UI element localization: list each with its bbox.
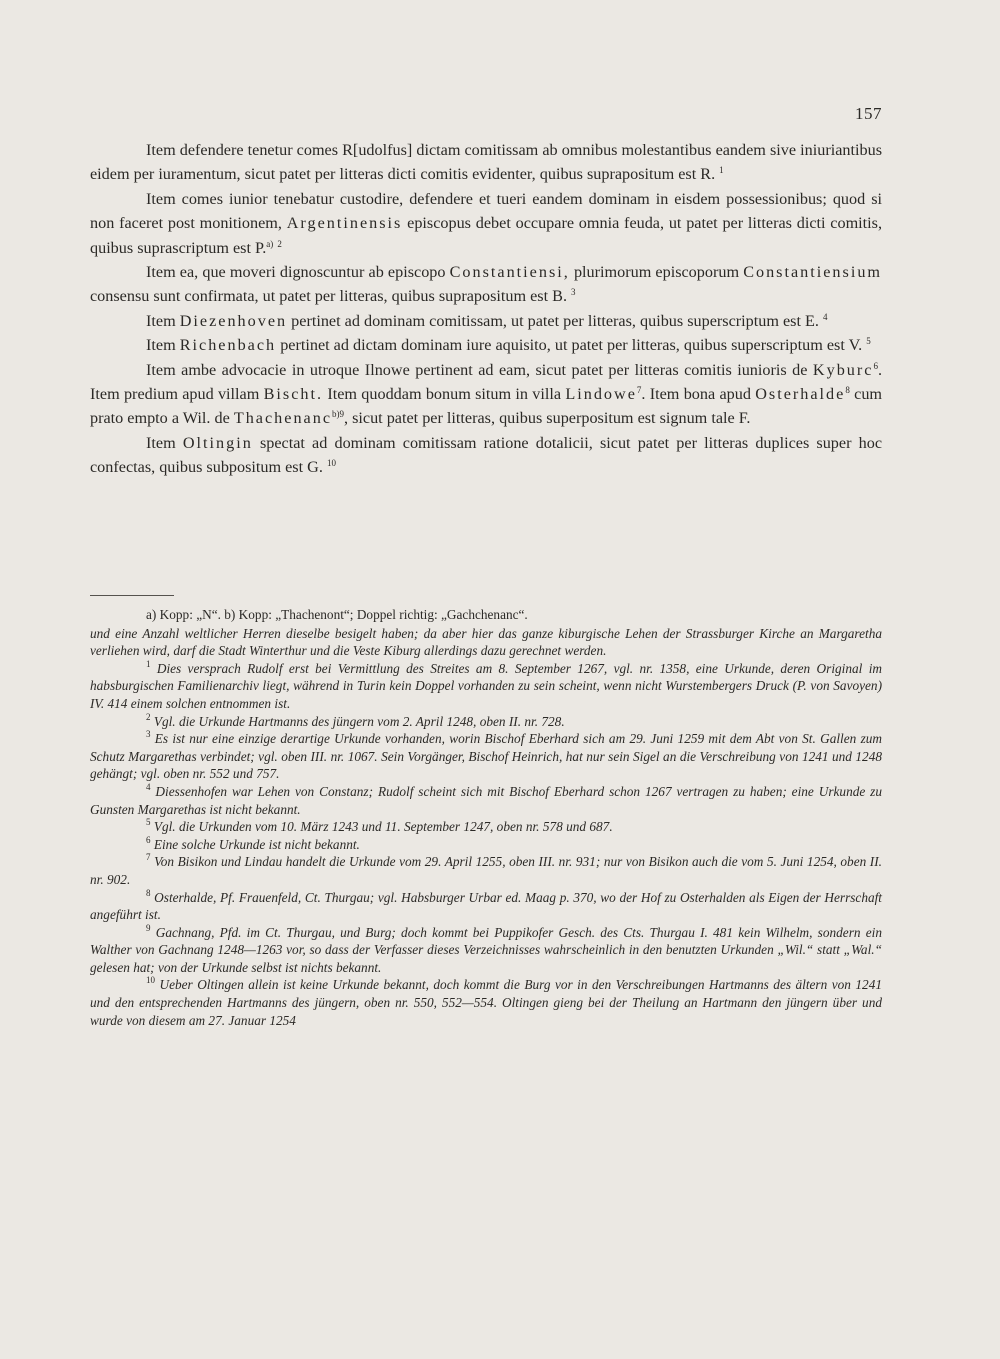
footnotes [90, 606, 882, 1029]
paragraph-1: Item defendere tenetur comes R[udolfus] dictam comitissam ab omnibus molestantibus eandem sive iniuriantibus eidem per iuramentum, sicut patet per litteras dicti comitis evidenter, quibus suprapositum est R. $^1$ [90, 141, 882, 184]
footnote-ref: 4 [823, 311, 828, 322]
place-name: Lindowe [565, 385, 637, 404]
paragraph-4: Item Diezenhoven pertinet ad dominam comitissam, ut patet per litteras, quibus superscriptum est E. $^4$ [146, 311, 828, 330]
footnote: $^2$ Vgl. die Urkunde Hartmanns des jüngern vom 2. April 1248, oben II. nr. 728. [146, 711, 565, 729]
place-name: Constantiensi, [449, 263, 570, 282]
footnote-ref: 6 [873, 360, 878, 371]
footnote-mark: 9 [146, 922, 151, 933]
footnote-ref: 1 [719, 165, 724, 176]
footnote-ref: 5 [866, 336, 871, 347]
main-text [90, 138, 882, 480]
footnote-mark: 10 [146, 975, 155, 986]
footnote: $^9$ Gachnang, Pfd. im Ct. Thurgau, und Burg; doch kommt bei Puppikofer Gesch. des Cts. Thurgau I. 481 kein Wilhelm, sondern ein Walther von Gachnang 1248—1263 vor, so dass der Verfasser dieses Verzeichnisses wahrscheinlich in den benutzten Urkunden „Wil.“ statt „Wal.“ gelesen hat; von der Urkunde selbst ist nichts bekannt. [90, 922, 882, 975]
footnote: $^8$ Osterhalde, Pf. Frauenfeld, Ct. Thurgau; vgl. Habsburger Urbar ed. Maag p. 370, wo der Hof zu Osterhalden als Eigen der Herrschaft angeführt ist. [90, 887, 882, 923]
footnote-divider [90, 595, 174, 596]
paragraph-2: Item comes iunior tenebatur custodire, defendere et tueri eandem dominam in eisdem possessionibus; quod si non faceret post monitionem, Argentinensis episcopus debet occupare omnia feuda, ut patet per litteras dicti comitis, quibus suprascriptum est P.$^{a)}$ $^2$ [90, 189, 883, 257]
page-number: 157 [855, 104, 882, 123]
place-name: Constantiensium [743, 263, 883, 282]
place-name: Bischt. [263, 385, 324, 404]
place-name: Oltingin [182, 433, 253, 452]
place-name: Richenbach [179, 336, 277, 355]
footnote: $^7$ Von Bisikon und Lindau handelt die Urkunde vom 29. April 1255, oben III. nr. 931; nur von Bisikon auch die vom 5. Juni 1254, oben II. nr. 902. [90, 852, 882, 887]
place-name: Thachenanc [233, 409, 332, 428]
footnote: $^1$ Dies versprach Rudolf erst bei Vermittlung des Streites am 8. September 1267, vgl. nr. 1358, eine Urkunde, deren Original im habsburgischen Familienarchiv liegt, während in Turin kein Doppel vorhanden zu sein scheint, wenn nicht Wurstembergers Druck (P. von Savoyen) IV. 414 einem solchen entnommen ist. [90, 658, 882, 711]
place-name: Kyburc [812, 360, 874, 379]
place-name: Osterhalde [755, 385, 846, 404]
footnote: $^4$ Diessenhofen war Lehen von Constanz; Rudolf scheint sich mit Bischof Eberhard schon 1267 vertragen zu haben; eine Urkunde zu Gunsten Margarethas ist nicht bekannt. [90, 781, 883, 817]
critical-apparatus: a) Kopp: „N“. b) Kopp: „Thachenont“; Doppel richtig: „Gachchenanc“. [146, 607, 528, 622]
footnote: $^{10}$ Ueber Oltingen allein ist keine Urkunde bekannt, doch kommt die Burg vor in den Verschreibungen Hartmanns des ältern von 1241 und den entsprechenden Hartmanns des jüngern, oben nr. 550, 552—554. Oltingen gieng bei der Theilung an Hartmann den jüngern über und wurde von diesem am 27. Januar 1254 [90, 975, 882, 1028]
footnote-ref: 2 [277, 238, 282, 249]
footnote: $^6$ Eine solche Urkunde ist nicht bekannt. [146, 834, 360, 852]
place-name: Argentinensis [286, 214, 403, 233]
footnote: $^5$ Vgl. die Urkunden vom 10. März 1243 und 11. September 1247, oben nr. 578 und 687. [146, 817, 613, 835]
footnote-mark: 8 [146, 887, 151, 898]
place-name: Diezenhoven [179, 311, 288, 330]
footnote-mark: 5 [146, 817, 151, 828]
paragraph-5: Item Richenbach pertinet ad dictam dominam iure aquisito, ut patet per litteras, quibus superscriptum est V. $^5$ [146, 336, 871, 355]
footnote-mark: 3 [146, 729, 151, 740]
footnote-mark: 6 [146, 834, 151, 845]
footnote-mark: 4 [146, 781, 151, 792]
footnote-mark: 2 [146, 711, 151, 722]
critical-note-ref: a) [266, 238, 274, 249]
footnote-ref: 3 [571, 287, 576, 298]
footnote-mark: 1 [146, 658, 151, 669]
footnote-mark: 7 [146, 852, 151, 863]
footnote-ref: 8 [845, 385, 850, 396]
paragraph-6: Item ambe advocacie in utroque Ilnowe pertinent ad eam, sicut patet per litteras comitis iunioris de Kyburc$^6$. Item predium apud villam Bischt. Item quoddam bonum situm in villa Lindowe$^7$. Item bona apud Osterhalde$^8$ cum prato empto a Wil. de Thachenanc$^{b)9}$, sicut patet per litteras, quibus superpositum est signum tale F. [90, 360, 883, 428]
footnote-continuation: und eine Anzahl weltlicher Herren dieselbe besigelt haben; da aber hier das ganze kiburgische Lehen der Strassburger Kirche an Margaretha verliehen wird, darf die Stadt Winterthur und die Veste Kiburg allerdings dazu gerechnet werden. [90, 625, 882, 659]
paragraph-7: Item Oltingin spectat ad dominam comitissam ratione dotalicii, sicut patet per litteras duplices super hoc confectas, quibus subpositum est G. $^{10}$ [90, 433, 883, 477]
footnote: $^3$ Es ist nur eine einzige derartige Urkunde vorhanden, worin Bischof Eberhard sich am 29. Juni 1259 mit dem Abt von St. Gallen zum Schutz Margarethas verbindet; vgl. oben III. nr. 1067. Sein Vorgänger, Bischof Heinrich, hat nur sein Sigel an die Verschreibung von 1241 und 1248 gehängt; vgl. oben nr. 552 und 757. [90, 729, 882, 782]
footnote-ref: 10 [326, 458, 336, 469]
footnote-ref: 9 [339, 409, 344, 420]
footnote-ref: 7 [636, 385, 642, 396]
paragraph-3: Item ea, que moveri dignoscuntur ab episcopo Constantiensi, plurimorum episcoporum Constantiensium consensu sunt confirmata, ut patet per litteras, quibus suprapositum est B. $^3$ [90, 263, 883, 306]
critical-note-ref: b) [332, 409, 340, 420]
